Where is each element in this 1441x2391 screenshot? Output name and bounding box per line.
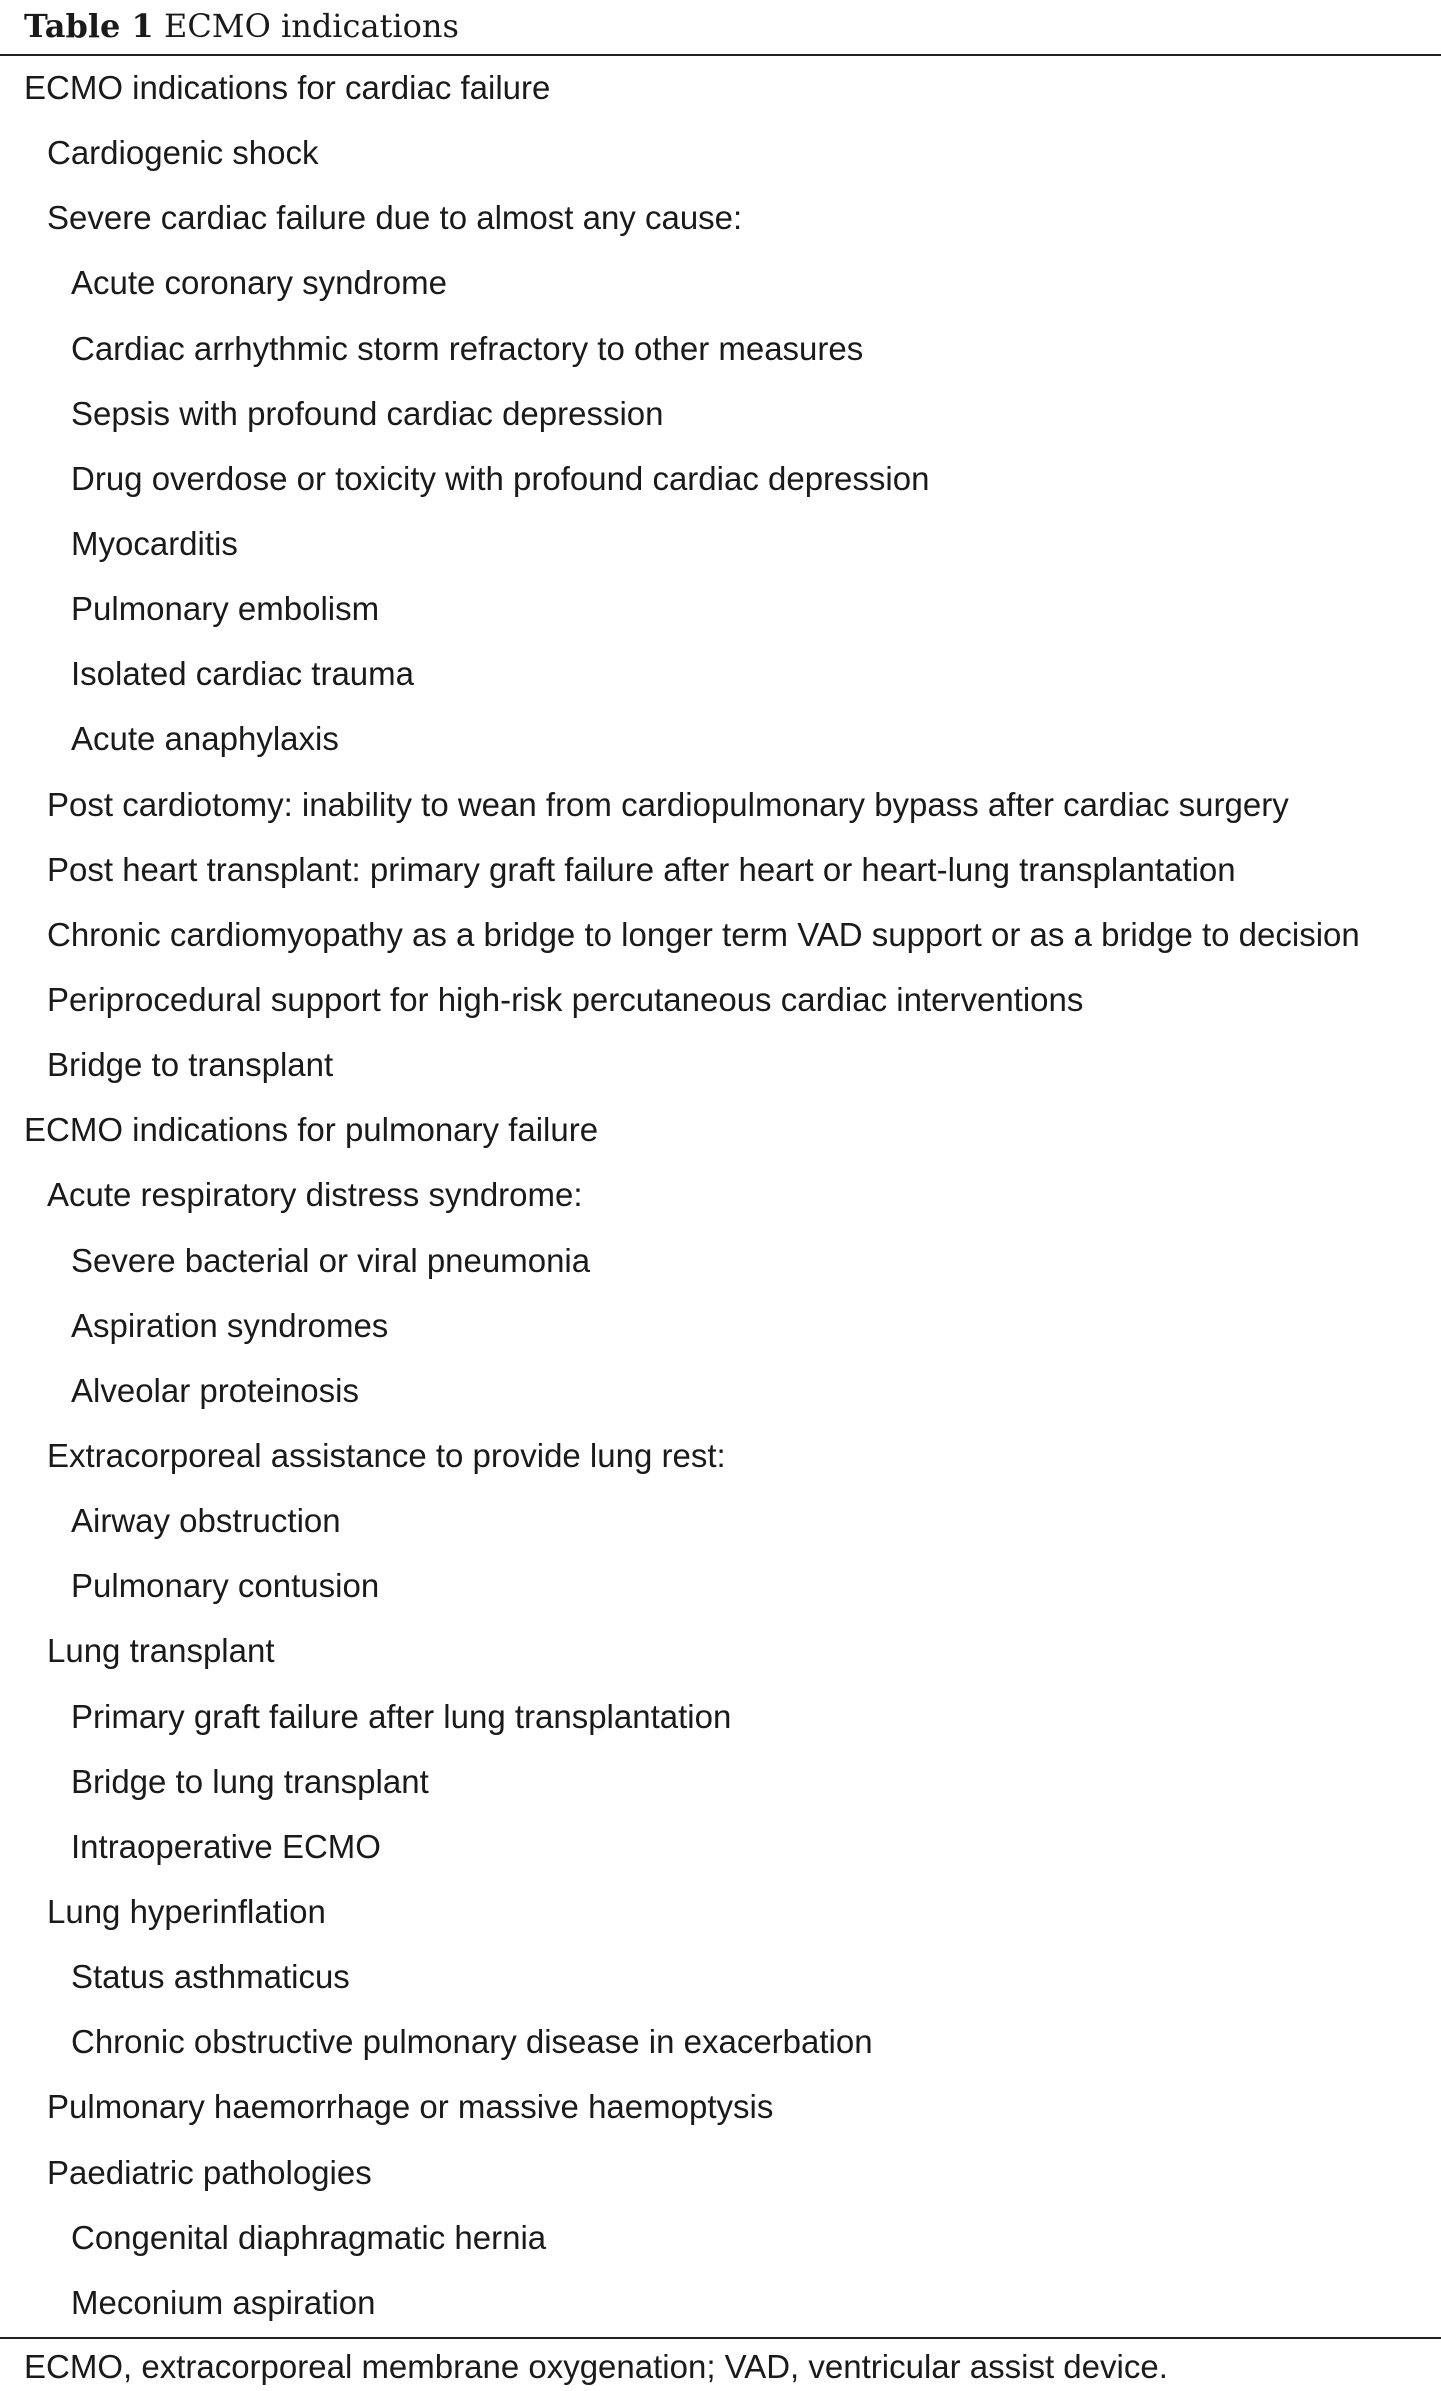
table-row: Pulmonary haemorrhage or massive haemoptysis	[47, 2088, 774, 2126]
table-row: Post heart transplant: primary graft failure after heart or heart-lung transplantation	[47, 850, 1236, 888]
table-row: Pulmonary embolism	[71, 590, 380, 628]
table-row: Bridge to transplant	[47, 1046, 334, 1084]
table-row: Post cardiotomy: inability to wean from cardiopulmonary bypass after cardiac surgery	[47, 785, 1289, 823]
table-row: Periprocedural support for high-risk percutaneous cardiac interventions	[47, 980, 1084, 1018]
table-row: Aspiration syndromes	[71, 1306, 389, 1344]
table-row: Sepsis with profound cardiac depression	[71, 394, 664, 432]
table-row: Congenital diaphragmatic hernia	[71, 2218, 547, 2256]
table-bottom-rule	[0, 2337, 1441, 2339]
table-row: Paediatric pathologies	[47, 2153, 372, 2191]
table-row: Drug overdose or toxicity with profound cardiac depression	[71, 459, 930, 497]
table-caption	[24, 6, 459, 46]
table-row: Intraoperative ECMO	[71, 1827, 381, 1865]
table-row: Pulmonary contusion	[71, 1567, 380, 1605]
table-label: Table 1	[24, 7, 154, 45]
table-row: Lung hyperinflation	[47, 1892, 326, 1930]
table-row: Severe bacterial or viral pneumonia	[71, 1241, 591, 1279]
table-row: Airway obstruction	[71, 1502, 341, 1540]
table-row: Cardiac arrhythmic storm refractory to other measures	[71, 329, 864, 367]
table-row: Acute anaphylaxis	[71, 720, 339, 758]
table-row: Chronic cardiomyopathy as a bridge to longer term VAD support or as a bridge to decision	[47, 915, 1360, 953]
table-row: Extracorporeal assistance to provide lung rest:	[47, 1436, 726, 1474]
table-section-heading: ECMO indications for pulmonary failure	[24, 1111, 599, 1149]
table-row: Alveolar proteinosis	[71, 1371, 359, 1409]
table-row: Acute coronary syndrome	[71, 264, 448, 302]
table-row: Meconium aspiration	[71, 2283, 376, 2321]
table-row: Primary graft failure after lung transplantation	[71, 1697, 732, 1735]
table-top-rule	[0, 54, 1441, 56]
table-row: Chronic obstructive pulmonary disease in exacerbation	[71, 2023, 873, 2061]
table-title: ECMO indications	[163, 7, 459, 45]
table-row: Myocarditis	[71, 524, 238, 562]
table-row: Status asthmaticus	[71, 1958, 350, 1996]
table-footnote: ECMO, extracorporeal membrane oxygenation; VAD, ventricular assist device.	[24, 2348, 1168, 2385]
table-row: Bridge to lung transplant	[71, 1762, 429, 1800]
table-row: Severe cardiac failure due to almost any cause:	[47, 199, 743, 237]
table-body	[0, 60, 1441, 2340]
table-row: Lung transplant	[47, 1632, 275, 1670]
table-row: Acute respiratory distress syndrome:	[47, 1176, 583, 1214]
table-row: Isolated cardiac trauma	[71, 655, 415, 693]
table-row: Cardiogenic shock	[47, 134, 319, 172]
table-section-heading: ECMO indications for cardiac failure	[24, 69, 551, 106]
